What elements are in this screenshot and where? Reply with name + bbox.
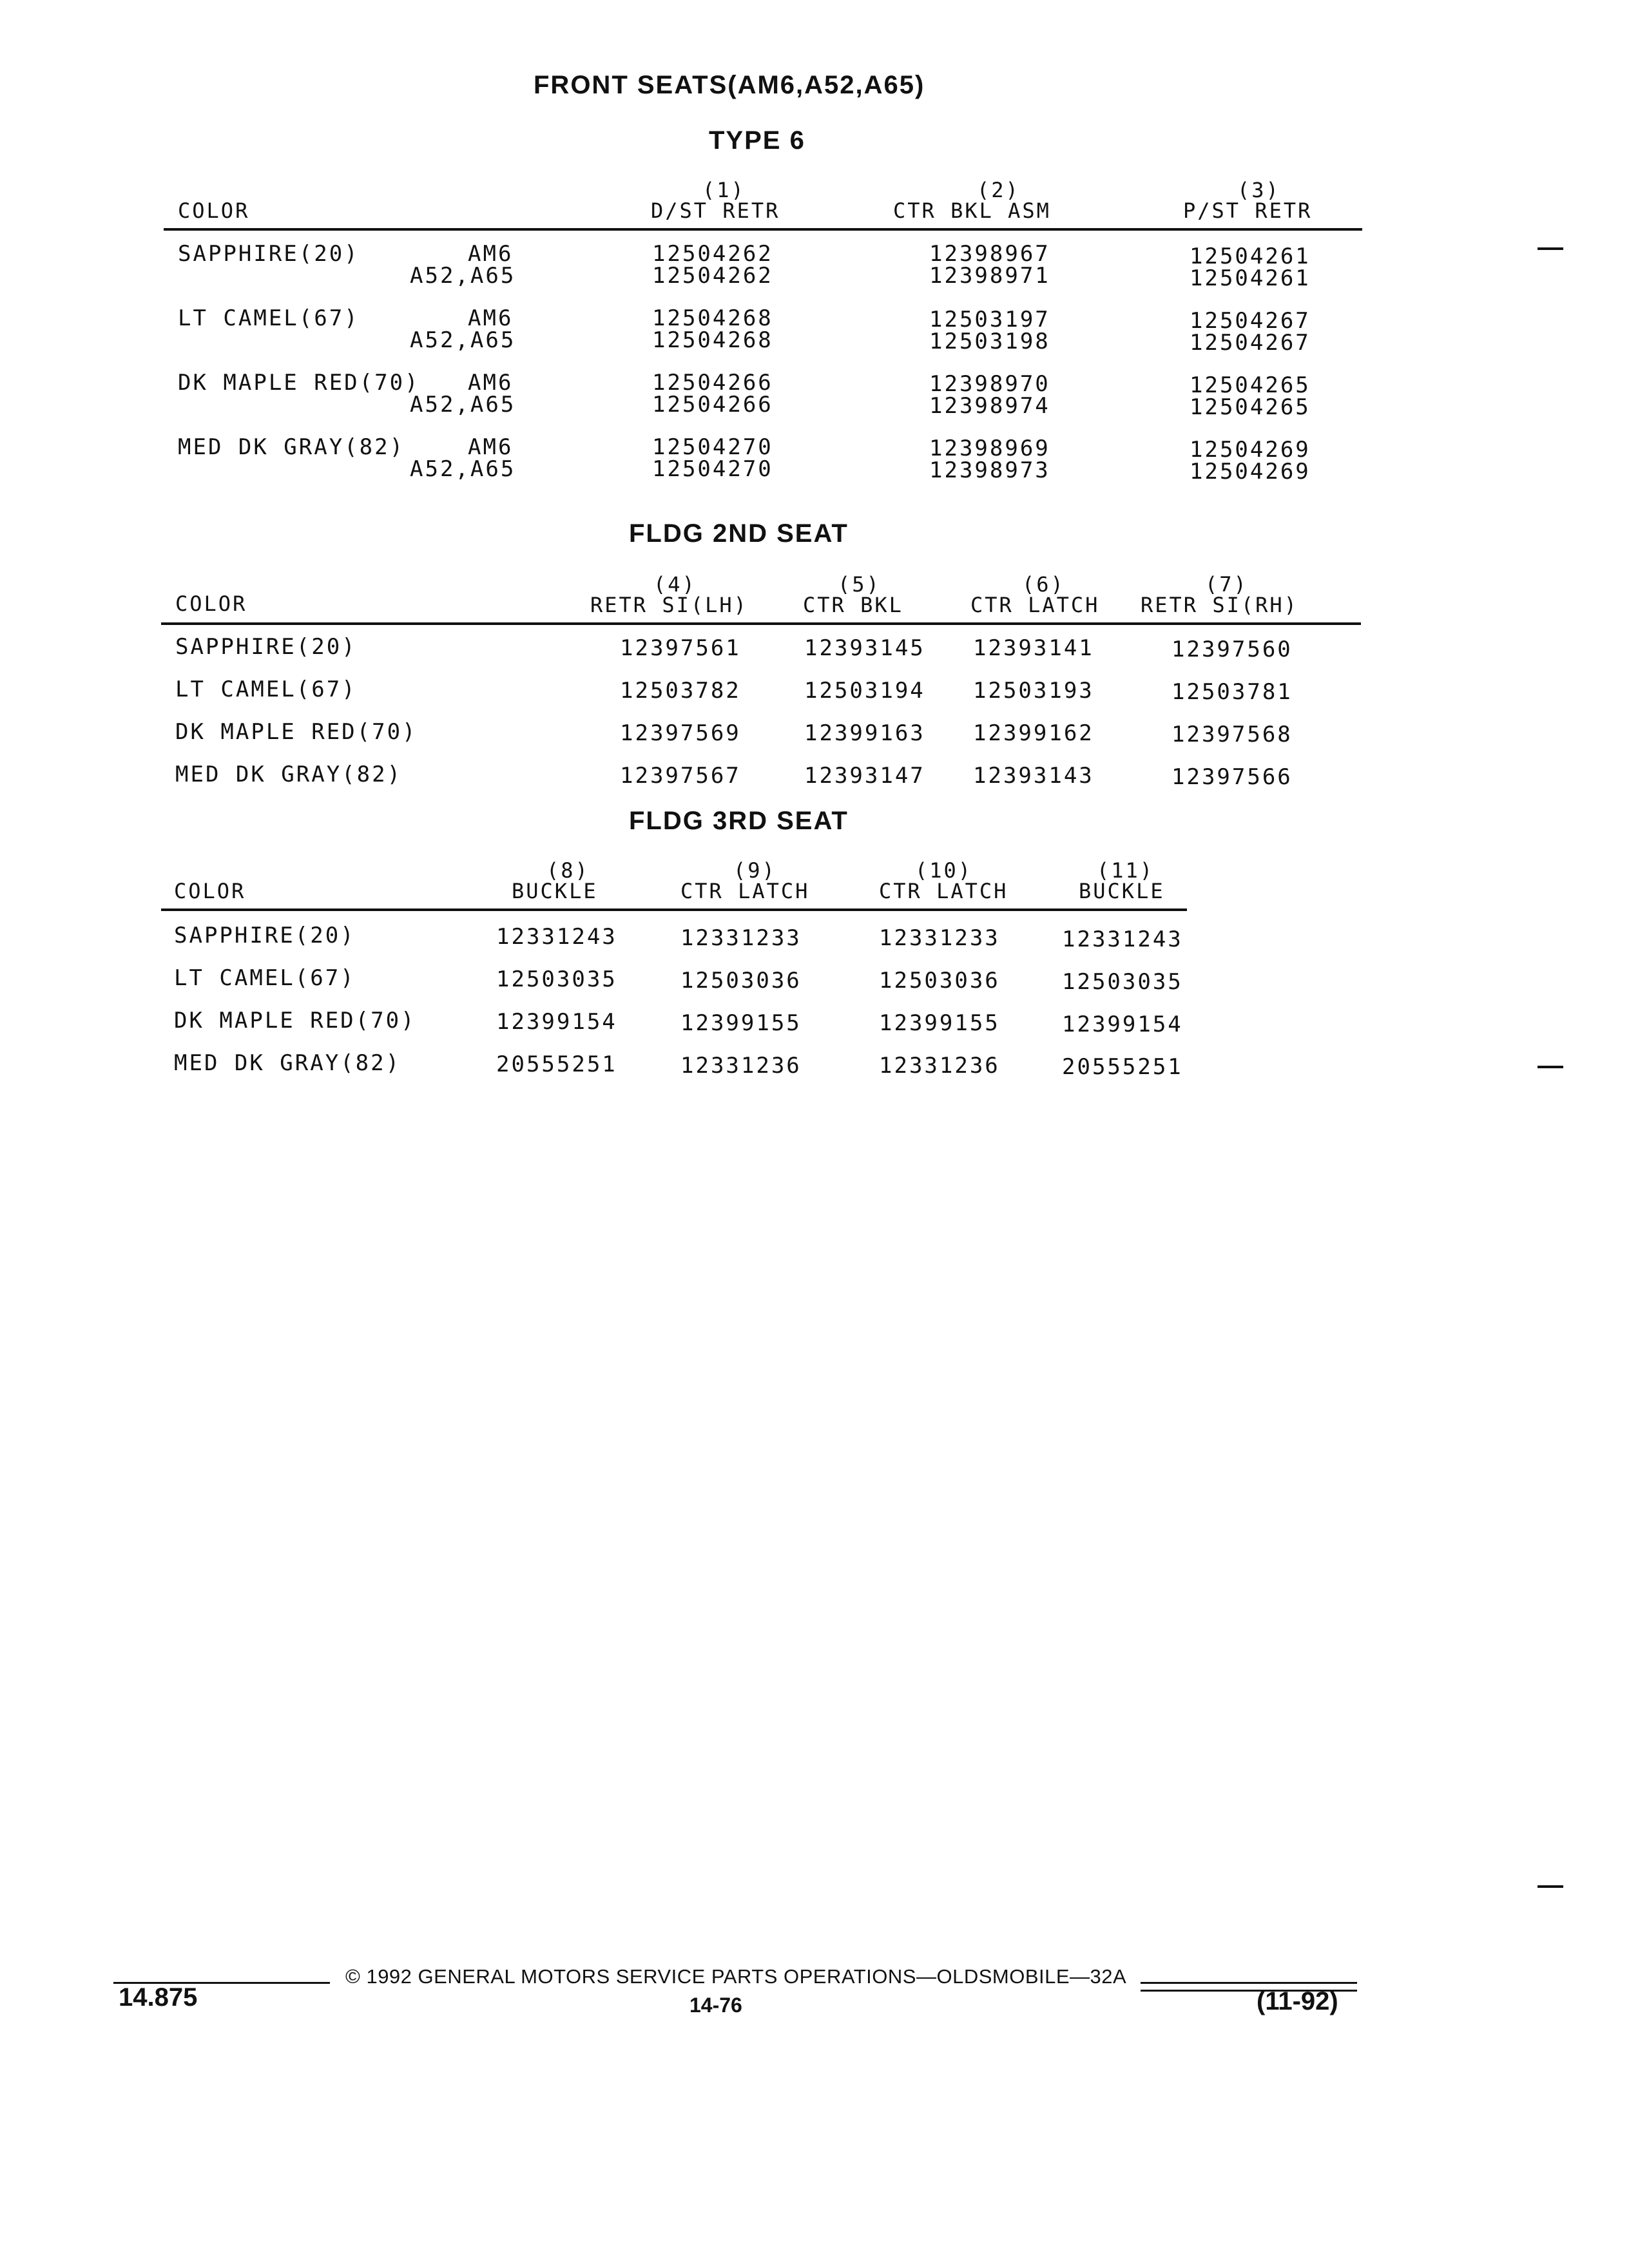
margin-mark xyxy=(1537,247,1563,250)
third-part-number: 12399155 xyxy=(680,1010,802,1036)
front-seats-title: FRONT SEATS(AM6,A52,A65) xyxy=(534,71,925,99)
front-col3-number: (3) xyxy=(1237,178,1280,202)
front-option: A52,A65 xyxy=(410,456,516,482)
front-part-number: 12504266 xyxy=(652,392,773,418)
second-color-camel: LT CAMEL(67) xyxy=(175,677,357,702)
front-part-number: 12398973 xyxy=(929,457,1050,483)
front-header-rule xyxy=(164,228,1362,231)
front-part-number: 12503197 xyxy=(929,307,1050,332)
second-part-number: 12397566 xyxy=(1171,764,1293,790)
third-col8-header: BUCKLE xyxy=(512,879,598,903)
front-option: AM6 xyxy=(468,305,514,331)
third-part-number: 12399154 xyxy=(496,1009,617,1035)
front-part-number: 12504269 xyxy=(1190,459,1311,485)
front-color-header: COLOR xyxy=(178,198,250,223)
front-part-number: 12504265 xyxy=(1190,394,1311,420)
second-color-maple: DK MAPLE RED(70) xyxy=(175,719,418,745)
third-part-number: 20555251 xyxy=(1062,1054,1183,1080)
second-part-number: 12397561 xyxy=(620,635,741,661)
second-col7-header: RETR SI(RH) xyxy=(1141,593,1298,617)
third-color-sapphire: SAPPHIRE(20) xyxy=(174,923,356,948)
second-col7-number: (7) xyxy=(1205,572,1248,597)
third-part-number: 12399154 xyxy=(1062,1012,1183,1037)
front-color-camel: LT CAMEL(67) xyxy=(178,305,360,331)
second-part-number: 12399163 xyxy=(804,720,925,746)
front-part-number: 12398971 xyxy=(929,263,1050,289)
front-seats-subtitle: TYPE 6 xyxy=(709,126,805,155)
third-color-gray: MED DK GRAY(82) xyxy=(174,1050,401,1076)
third-header-rule xyxy=(161,908,1187,911)
front-part-number: 12504262 xyxy=(652,263,773,289)
front-part-number: 12504270 xyxy=(652,456,773,482)
footer-date: (11-92) xyxy=(1257,1987,1338,2015)
second-col4-number: (4) xyxy=(653,572,697,597)
third-col9-header: CTR LATCH xyxy=(680,879,810,903)
second-part-number: 12397568 xyxy=(1171,722,1293,747)
front-part-number: 12504268 xyxy=(652,305,773,331)
second-part-number: 12397569 xyxy=(620,720,741,746)
footer-section-number: 14.875 xyxy=(119,1983,198,2012)
front-part-number: 12398974 xyxy=(929,393,1050,419)
front-part-number: 12504266 xyxy=(652,370,773,396)
front-part-number: 12504269 xyxy=(1190,437,1311,463)
front-col1-number: (1) xyxy=(702,178,746,202)
third-part-number: 12331236 xyxy=(879,1053,1000,1079)
third-color-maple: DK MAPLE RED(70) xyxy=(174,1008,416,1033)
third-color-header: COLOR xyxy=(174,879,246,903)
second-color-sapphire: SAPPHIRE(20) xyxy=(175,634,357,660)
third-col11-header: BUCKLE xyxy=(1079,879,1165,903)
footer-copyright: © 1992 GENERAL MOTORS SERVICE PARTS OPERATIONS—OLDSMOBILE—32A xyxy=(345,1965,1127,1988)
front-part-number: 12504261 xyxy=(1190,265,1311,291)
front-color-sapphire: SAPPHIRE(20) xyxy=(178,241,360,267)
front-part-number: 12398967 xyxy=(929,241,1050,267)
front-option: A52,A65 xyxy=(410,327,516,353)
front-option: AM6 xyxy=(468,370,514,396)
front-color-gray: MED DK GRAY(82) xyxy=(178,434,405,460)
front-color-maple: DK MAPLE RED(70) xyxy=(178,370,420,396)
margin-mark xyxy=(1537,1885,1563,1888)
front-col1-header: D/ST RETR xyxy=(651,198,780,223)
third-color-camel: LT CAMEL(67) xyxy=(174,965,356,991)
third-part-number: 12331236 xyxy=(680,1053,802,1079)
margin-mark xyxy=(1537,1066,1563,1068)
second-part-number: 12503193 xyxy=(973,678,1094,704)
second-part-number: 12393141 xyxy=(973,635,1094,661)
front-part-number: 12504267 xyxy=(1190,330,1311,356)
third-part-number: 12503035 xyxy=(1062,969,1183,995)
second-part-number: 12393147 xyxy=(804,763,925,789)
front-part-number: 12504268 xyxy=(652,327,773,353)
third-part-number: 20555251 xyxy=(496,1052,617,1077)
third-part-number: 12331243 xyxy=(496,924,617,950)
front-option: AM6 xyxy=(468,434,514,460)
third-seat-title: FLDG 3RD SEAT xyxy=(629,807,849,835)
second-seat-title: FLDG 2ND SEAT xyxy=(629,519,849,548)
front-option: AM6 xyxy=(468,241,514,267)
second-part-number: 12393143 xyxy=(973,763,1094,789)
third-col11-number: (11) xyxy=(1097,858,1155,883)
third-part-number: 12503035 xyxy=(496,966,617,992)
third-col10-header: CTR LATCH xyxy=(879,879,1008,903)
second-col6-header: CTR LATCH xyxy=(970,593,1100,617)
third-col10-number: (10) xyxy=(915,858,973,883)
second-part-number: 12503194 xyxy=(804,678,925,704)
footer-page-number: 14-76 xyxy=(689,1994,742,2017)
second-part-number: 12397567 xyxy=(620,763,741,789)
second-col6-number: (6) xyxy=(1022,572,1065,597)
front-part-number: 12504265 xyxy=(1190,372,1311,398)
third-part-number: 12399155 xyxy=(879,1010,1000,1036)
second-header-rule xyxy=(161,622,1361,625)
third-part-number: 12503036 xyxy=(879,968,1000,994)
footer-rule-right xyxy=(1141,1982,1357,1984)
second-part-number: 12393145 xyxy=(804,635,925,661)
front-col2-header: CTR BKL ASM xyxy=(893,198,1051,223)
second-part-number: 12397560 xyxy=(1171,637,1293,662)
third-col9-number: (9) xyxy=(733,858,776,883)
front-part-number: 12503198 xyxy=(929,329,1050,354)
second-color-header: COLOR xyxy=(175,591,247,616)
second-color-gray: MED DK GRAY(82) xyxy=(175,762,403,787)
front-part-number: 12504270 xyxy=(652,434,773,460)
second-col5-number: (5) xyxy=(838,572,881,597)
second-part-number: 12503781 xyxy=(1171,679,1293,705)
second-col5-header: CTR BKL xyxy=(803,593,903,617)
front-col3-header: P/ST RETR xyxy=(1183,198,1313,223)
second-part-number: 12399162 xyxy=(973,720,1094,746)
second-part-number: 12503782 xyxy=(620,678,741,704)
front-part-number: 12398970 xyxy=(929,371,1050,397)
third-col8-number: (8) xyxy=(546,858,590,883)
front-part-number: 12398969 xyxy=(929,436,1050,461)
third-part-number: 12331243 xyxy=(1062,927,1183,952)
front-option: A52,A65 xyxy=(410,263,516,289)
second-col4-header: RETR SI(LH) xyxy=(590,593,748,617)
third-part-number: 12331233 xyxy=(879,925,1000,951)
front-option: A52,A65 xyxy=(410,392,516,418)
front-part-number: 12504267 xyxy=(1190,308,1311,334)
third-part-number: 12503036 xyxy=(680,968,802,994)
front-part-number: 12504261 xyxy=(1190,244,1311,269)
front-col2-number: (2) xyxy=(977,178,1020,202)
front-part-number: 12504262 xyxy=(652,241,773,267)
third-part-number: 12331233 xyxy=(680,925,802,951)
